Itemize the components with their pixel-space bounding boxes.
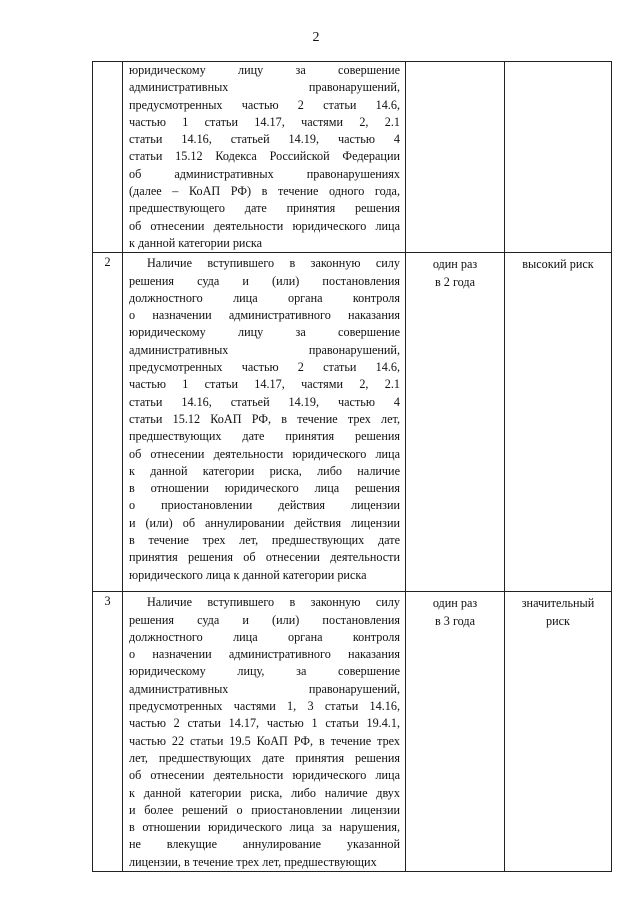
description-line: статьи 14.16, статьей 14.19, частью 4 <box>129 132 400 147</box>
description-line: юридическому лицу, за совершение <box>129 664 400 679</box>
description-line: лицензии, в течение трех лет, предшествующих <box>129 854 377 869</box>
description-line: о приостановлении действия лицензии <box>129 498 400 513</box>
table-row <box>93 253 612 592</box>
row-number-cell: 2 <box>93 253 123 592</box>
description-line: административных правонарушений, <box>129 681 400 696</box>
criterion-description-cell <box>123 62 406 253</box>
description-line: о назначении административного наказания <box>129 647 400 662</box>
page-number: 2 <box>312 30 320 45</box>
description-line: в отношении юридического лица решения <box>129 481 400 496</box>
description-line: должностного лица органа контроля <box>129 290 400 305</box>
description-line: лет, предшествующих дате принятия решения <box>129 750 400 765</box>
risk-category-text: значительный <box>521 596 595 611</box>
description-line: (далее – КоАП РФ) в течение одного года, <box>129 184 400 199</box>
description-line: предусмотренных частями 1, 3 статьи 14.16, <box>129 699 400 714</box>
description-line: к данной категории риска, либо наличие <box>129 463 400 478</box>
description-line: к данной категории риска <box>129 235 262 250</box>
row-number-cell <box>93 62 123 253</box>
frequency-text: в 2 года <box>435 274 475 289</box>
description-line: юридического лица к данной категории риска <box>129 567 367 582</box>
description-line: решения суда и (или) постановления <box>129 612 400 627</box>
description-line: об отнесении деятельности юридического лица <box>129 768 400 783</box>
description-line: административных правонарушений, <box>129 80 400 95</box>
description-line: к данной категории риска, либо наличие двух <box>129 785 400 800</box>
description-line: предшествующих дате принятия решения <box>129 429 400 444</box>
description-line: Наличие вступившего в законную силу <box>147 256 400 271</box>
description-line: об отнесении деятельности юридического лица <box>129 446 400 461</box>
description-line: юридическому лицу за совершение <box>129 325 400 340</box>
description-line: в течение трех лет, предшествующих дате <box>129 533 400 548</box>
inspection-frequency-cell <box>406 253 505 592</box>
risk-category-table <box>92 61 612 872</box>
description-line: об административных правонарушениях <box>129 166 400 181</box>
description-line: о назначении административного наказания <box>129 308 400 323</box>
description-line: не влекущие аннулирование указанной <box>129 837 400 852</box>
description-line: Наличие вступившего в законную силу <box>147 595 400 610</box>
description-line: и более решений о приостановлении лицензии <box>129 802 400 817</box>
description-line: статьи 15.12 КоАП РФ, в течение трех лет, <box>129 411 400 426</box>
table-row <box>93 592 612 872</box>
risk-category-cell <box>505 592 612 872</box>
description-line: административных правонарушений, <box>129 342 400 357</box>
table-row <box>93 62 612 253</box>
description-line: предусмотренных частью 2 статьи 14.6, <box>129 360 400 375</box>
description-line: частью 1 статьи 14.17, частями 2, 2.1 <box>129 114 400 129</box>
description-line: решения суда и (или) постановления <box>129 273 400 288</box>
description-line: принятия решения об отнесении деятельности <box>129 550 400 565</box>
description-line: в отношении юридического лица за нарушения, <box>129 820 400 835</box>
risk-category-text: высокий риск <box>522 257 594 272</box>
description-line: предшествующего дате принятия решения <box>129 201 400 216</box>
description-line: предусмотренных частью 2 статьи 14.6, <box>129 97 400 112</box>
criterion-description-cell <box>123 592 406 872</box>
description-line: статьи 14.16, статьей 14.19, частью 4 <box>129 394 400 409</box>
description-line: частью 2 статьи 14.17, частью 1 статьи 19.4.1, <box>129 716 400 731</box>
description-line: должностного лица органа контроля <box>129 629 400 644</box>
frequency-text: один раз <box>432 257 478 272</box>
inspection-frequency-cell <box>406 592 505 872</box>
description-line: юридическому лицу за совершение <box>129 63 400 77</box>
description-line: частью 22 статьи 19.5 КоАП РФ, в течение трех <box>129 733 400 748</box>
frequency-text: один раз <box>432 596 478 611</box>
risk-category-cell <box>505 253 612 592</box>
criterion-description-cell <box>123 253 406 592</box>
description-line: об отнесении деятельности юридического лица <box>129 218 400 233</box>
description-line: частью 1 статьи 14.17, частями 2, 2.1 <box>129 377 400 392</box>
risk-category-text: риск <box>546 613 570 628</box>
risk-category-cell <box>505 62 612 253</box>
frequency-text: в 3 года <box>435 613 475 628</box>
description-line: и (или) об аннулировании действия лицензии <box>129 515 400 530</box>
row-number-cell: 3 <box>93 592 123 872</box>
description-line: статьи 15.12 Кодекса Российской Федерации <box>129 149 400 164</box>
inspection-frequency-cell <box>406 62 505 253</box>
